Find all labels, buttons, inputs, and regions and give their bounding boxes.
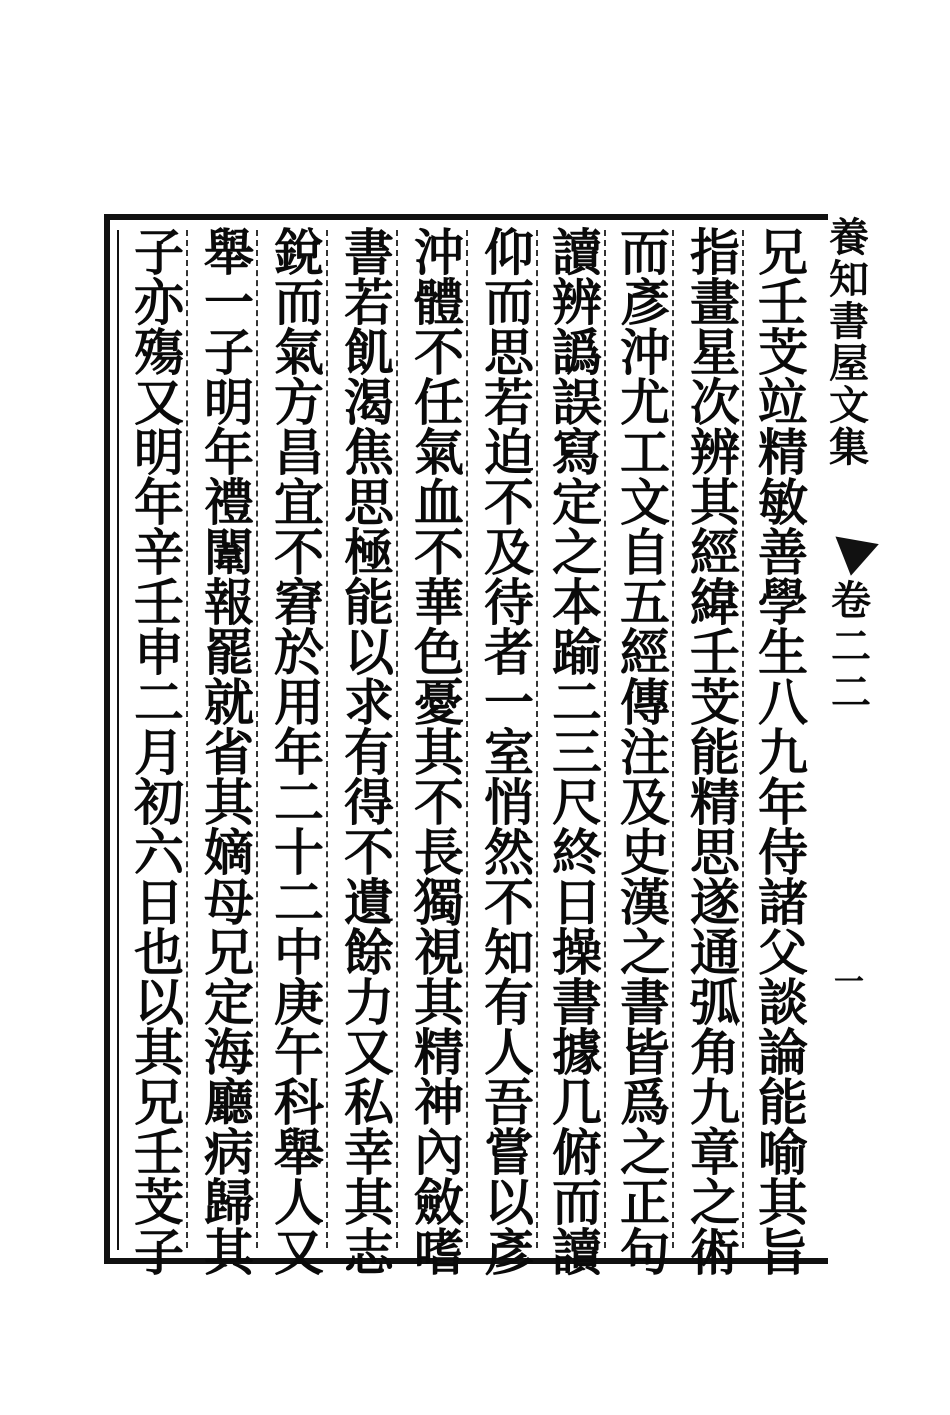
character: 神 bbox=[414, 1073, 464, 1132]
margin-character: 二 bbox=[831, 623, 871, 670]
character: 亦 bbox=[134, 273, 184, 332]
margin-character: 知 bbox=[829, 256, 869, 303]
character: 之 bbox=[620, 923, 670, 982]
text-column bbox=[752, 223, 814, 1282]
character: 五 bbox=[620, 573, 670, 632]
character: 術 bbox=[690, 1223, 740, 1282]
character: 明 bbox=[204, 373, 254, 432]
character: 精 bbox=[690, 773, 740, 832]
character: 不 bbox=[274, 523, 324, 582]
character: 句 bbox=[620, 1223, 670, 1282]
character: 緯 bbox=[690, 573, 740, 632]
character: 思 bbox=[344, 473, 394, 532]
character: 餘 bbox=[344, 923, 394, 982]
character: 宜 bbox=[274, 473, 324, 532]
character: 及 bbox=[484, 523, 534, 582]
character: 章 bbox=[690, 1123, 740, 1182]
character: 庚 bbox=[274, 973, 324, 1032]
character: 書 bbox=[344, 223, 394, 282]
character: 壬 bbox=[690, 623, 740, 682]
character: 力 bbox=[344, 973, 394, 1032]
character: 本 bbox=[552, 573, 602, 632]
character: 傳 bbox=[620, 673, 670, 732]
character: 善 bbox=[758, 523, 808, 582]
character: 知 bbox=[484, 923, 534, 982]
character: 其 bbox=[204, 773, 254, 832]
character: 嫡 bbox=[204, 823, 254, 882]
character: 自 bbox=[620, 523, 670, 582]
character: 踰 bbox=[552, 623, 602, 682]
character: 渴 bbox=[344, 373, 394, 432]
character: 弧 bbox=[690, 973, 740, 1032]
text-column bbox=[338, 223, 400, 1282]
character: 二 bbox=[134, 673, 184, 732]
character: 歸 bbox=[204, 1173, 254, 1232]
character: 注 bbox=[620, 723, 670, 782]
character: 華 bbox=[414, 573, 464, 632]
character: 二 bbox=[274, 873, 324, 932]
character: 舉 bbox=[274, 1123, 324, 1182]
character: 之 bbox=[552, 523, 602, 582]
character: 若 bbox=[484, 373, 534, 432]
character: 爲 bbox=[620, 1073, 670, 1132]
character: 其 bbox=[414, 723, 464, 782]
character: 辨 bbox=[690, 423, 740, 482]
character: 悄 bbox=[484, 773, 534, 832]
character: 論 bbox=[758, 1023, 808, 1082]
character: 仰 bbox=[484, 223, 534, 282]
character: 申 bbox=[134, 623, 184, 682]
character: 定 bbox=[204, 973, 254, 1032]
character: 彥 bbox=[620, 273, 670, 332]
character: 操 bbox=[552, 923, 602, 982]
character: 病 bbox=[204, 1123, 254, 1182]
character: 尤 bbox=[620, 373, 670, 432]
character: 用 bbox=[274, 673, 324, 732]
character: 志 bbox=[344, 1223, 394, 1282]
character: 其 bbox=[344, 1173, 394, 1232]
text-column bbox=[478, 223, 540, 1282]
character: 又 bbox=[344, 1023, 394, 1082]
character: 斂 bbox=[414, 1173, 464, 1232]
character: 精 bbox=[414, 1023, 464, 1082]
character: 其 bbox=[134, 1023, 184, 1082]
text-column bbox=[614, 223, 676, 1282]
character: 文 bbox=[620, 473, 670, 532]
character: 一 bbox=[484, 673, 534, 732]
character: 壬 bbox=[134, 573, 184, 632]
text-column bbox=[408, 223, 470, 1282]
character: 皆 bbox=[620, 1023, 670, 1082]
character: 諸 bbox=[758, 873, 808, 932]
character: 人 bbox=[484, 1023, 534, 1082]
character: 人 bbox=[274, 1173, 324, 1232]
character: 工 bbox=[620, 423, 670, 482]
character: 遺 bbox=[344, 873, 394, 932]
character: 尺 bbox=[552, 773, 602, 832]
text-column bbox=[684, 223, 746, 1282]
character: 初 bbox=[134, 773, 184, 832]
character: 又 bbox=[274, 1223, 324, 1282]
character: 午 bbox=[274, 1023, 324, 1082]
character: 禮 bbox=[204, 473, 254, 532]
character: 有 bbox=[344, 723, 394, 782]
character: 芠 bbox=[758, 323, 808, 382]
character: 省 bbox=[204, 723, 254, 782]
character: 畫 bbox=[690, 273, 740, 332]
character: 闈 bbox=[204, 523, 254, 582]
character: 迫 bbox=[484, 423, 534, 482]
character: 不 bbox=[484, 473, 534, 532]
character: 能 bbox=[690, 723, 740, 782]
character: 獨 bbox=[414, 873, 464, 932]
character: 竝 bbox=[758, 373, 808, 432]
character: 九 bbox=[758, 723, 808, 782]
character: 指 bbox=[690, 223, 740, 282]
text-column bbox=[268, 223, 330, 1282]
character: 芠 bbox=[134, 1173, 184, 1232]
margin-character: 文 bbox=[829, 382, 869, 429]
margin-character: 集 bbox=[829, 424, 869, 471]
character: 明 bbox=[134, 423, 184, 482]
character: 誤 bbox=[552, 373, 602, 432]
character: 內 bbox=[414, 1123, 464, 1182]
character: 飢 bbox=[344, 323, 394, 382]
margin-character: 二 bbox=[831, 669, 871, 716]
character: 有 bbox=[484, 973, 534, 1032]
character: 壬 bbox=[134, 1123, 184, 1182]
character: 經 bbox=[690, 523, 740, 582]
character: 氣 bbox=[414, 423, 464, 482]
character: 几 bbox=[552, 1073, 602, 1132]
character: 方 bbox=[274, 373, 324, 432]
margin-character: 書 bbox=[829, 298, 869, 345]
character: 若 bbox=[344, 273, 394, 332]
character: 兄 bbox=[758, 223, 808, 282]
character: 窘 bbox=[274, 573, 324, 632]
character: 任 bbox=[414, 373, 464, 432]
character: 俯 bbox=[552, 1123, 602, 1182]
character: 九 bbox=[690, 1073, 740, 1132]
character: 就 bbox=[204, 673, 254, 732]
character: 氣 bbox=[274, 323, 324, 382]
character: 於 bbox=[274, 623, 324, 682]
character: 舉 bbox=[204, 223, 254, 282]
character: 據 bbox=[552, 1023, 602, 1082]
margin-character: 養 bbox=[829, 214, 869, 261]
character: 求 bbox=[344, 673, 394, 732]
character: 年 bbox=[204, 423, 254, 482]
character: 吾 bbox=[484, 1073, 534, 1132]
character: 憂 bbox=[414, 673, 464, 732]
character: 而 bbox=[620, 223, 670, 282]
character: 以 bbox=[484, 1173, 534, 1232]
character: 能 bbox=[344, 573, 394, 632]
character: 不 bbox=[484, 873, 534, 932]
character: 寫 bbox=[552, 423, 602, 482]
character: 其 bbox=[690, 473, 740, 532]
character: 子 bbox=[134, 223, 184, 282]
character: 殤 bbox=[134, 323, 184, 382]
character: 私 bbox=[344, 1073, 394, 1132]
character: 子 bbox=[134, 1223, 184, 1282]
character: 其 bbox=[204, 1223, 254, 1282]
character: 學 bbox=[758, 573, 808, 632]
character: 漢 bbox=[620, 873, 670, 932]
character: 壬 bbox=[758, 273, 808, 332]
character: 體 bbox=[414, 273, 464, 332]
character: 海 bbox=[204, 1023, 254, 1082]
character: 嘗 bbox=[484, 1123, 534, 1182]
character: 罷 bbox=[204, 623, 254, 682]
character: 芠 bbox=[690, 673, 740, 732]
character: 不 bbox=[414, 323, 464, 382]
character: 年 bbox=[274, 723, 324, 782]
character: 及 bbox=[620, 773, 670, 832]
character: 遂 bbox=[690, 873, 740, 932]
character: 正 bbox=[620, 1173, 670, 1232]
character: 其 bbox=[414, 973, 464, 1032]
character: 而 bbox=[552, 1173, 602, 1232]
character: 之 bbox=[690, 1173, 740, 1232]
character: 二 bbox=[552, 673, 602, 732]
margin-character: 卷 bbox=[831, 577, 871, 624]
character: 一 bbox=[204, 273, 254, 332]
character: 能 bbox=[758, 1073, 808, 1132]
character: 室 bbox=[484, 723, 534, 782]
character: 科 bbox=[274, 1073, 324, 1132]
character: 次 bbox=[690, 373, 740, 432]
character: 敏 bbox=[758, 473, 808, 532]
character: 不 bbox=[414, 523, 464, 582]
character: 精 bbox=[758, 423, 808, 482]
character: 六 bbox=[134, 823, 184, 882]
character: 喻 bbox=[758, 1123, 808, 1182]
character: 生 bbox=[758, 623, 808, 682]
character: 終 bbox=[552, 823, 602, 882]
character: 星 bbox=[690, 323, 740, 382]
text-column bbox=[128, 223, 190, 1282]
frame-inner-rule bbox=[117, 230, 119, 1250]
book-title bbox=[828, 214, 870, 471]
character: 其 bbox=[758, 1173, 808, 1232]
character: 沖 bbox=[414, 223, 464, 282]
character: 八 bbox=[758, 673, 808, 732]
character: 昌 bbox=[274, 423, 324, 482]
character: 年 bbox=[758, 773, 808, 832]
character: 廳 bbox=[204, 1073, 254, 1132]
character: 二 bbox=[274, 773, 324, 832]
character: 兄 bbox=[134, 1073, 184, 1132]
character: 定 bbox=[552, 473, 602, 532]
character: 月 bbox=[134, 723, 184, 782]
character: 以 bbox=[344, 623, 394, 682]
character: 旨 bbox=[758, 1223, 808, 1282]
character: 也 bbox=[134, 923, 184, 982]
character: 彥 bbox=[484, 1223, 534, 1282]
character: 談 bbox=[758, 973, 808, 1032]
character: 之 bbox=[620, 1123, 670, 1182]
character: 年 bbox=[134, 473, 184, 532]
text-column bbox=[198, 223, 260, 1282]
character: 得 bbox=[344, 773, 394, 832]
character: 兄 bbox=[204, 923, 254, 982]
character: 經 bbox=[620, 623, 670, 682]
character: 十 bbox=[274, 823, 324, 882]
character: 不 bbox=[414, 773, 464, 832]
character: 史 bbox=[620, 823, 670, 882]
character: 通 bbox=[690, 923, 740, 982]
character: 父 bbox=[758, 923, 808, 982]
juan-number bbox=[830, 578, 872, 716]
fishtail-mark bbox=[829, 536, 879, 579]
character: 待 bbox=[484, 573, 534, 632]
character: 焦 bbox=[344, 423, 394, 482]
character: 辨 bbox=[552, 273, 602, 332]
character: 角 bbox=[690, 1023, 740, 1082]
character: 讀 bbox=[552, 1223, 602, 1282]
character: 極 bbox=[344, 523, 394, 582]
character: 思 bbox=[484, 323, 534, 382]
character: 又 bbox=[134, 373, 184, 432]
character: 血 bbox=[414, 473, 464, 532]
character: 銳 bbox=[274, 223, 324, 282]
character: 日 bbox=[552, 873, 602, 932]
character: 幸 bbox=[344, 1123, 394, 1182]
character: 子 bbox=[204, 323, 254, 382]
character: 日 bbox=[134, 873, 184, 932]
character: 報 bbox=[204, 573, 254, 632]
character: 辛 bbox=[134, 523, 184, 582]
page-number: 一 bbox=[834, 965, 864, 1000]
character: 嗜 bbox=[414, 1223, 464, 1282]
character: 視 bbox=[414, 923, 464, 982]
character: 書 bbox=[620, 973, 670, 1032]
character: 沖 bbox=[620, 323, 670, 382]
character: 而 bbox=[274, 273, 324, 332]
character: 者 bbox=[484, 623, 534, 682]
character: 而 bbox=[484, 273, 534, 332]
character: 長 bbox=[414, 823, 464, 882]
character: 不 bbox=[344, 823, 394, 882]
character: 色 bbox=[414, 623, 464, 682]
character: 中 bbox=[274, 923, 324, 982]
character: 書 bbox=[552, 973, 602, 1032]
character: 讀 bbox=[552, 223, 602, 282]
margin-character: 屋 bbox=[829, 340, 869, 387]
character: 三 bbox=[552, 723, 602, 782]
character: 然 bbox=[484, 823, 534, 882]
text-column bbox=[546, 223, 608, 1282]
character: 思 bbox=[690, 823, 740, 882]
character: 母 bbox=[204, 873, 254, 932]
character: 以 bbox=[134, 973, 184, 1032]
character: 譌 bbox=[552, 323, 602, 382]
character: 侍 bbox=[758, 823, 808, 882]
